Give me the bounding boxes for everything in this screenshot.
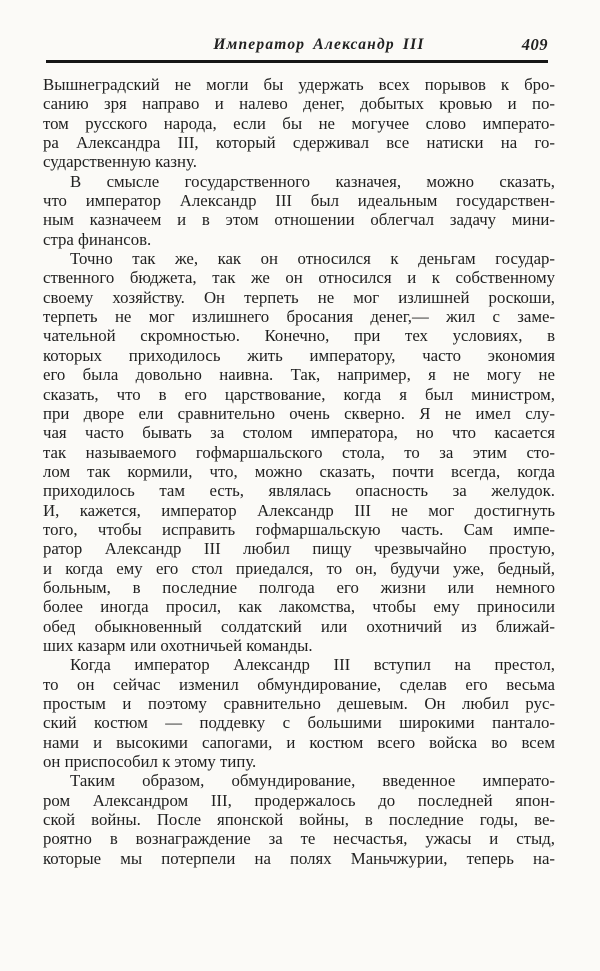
text-line: В смысле государственного казначея, можно сказать, [70,171,555,191]
paragraph [43,771,555,868]
text-line: ский костюм — поддевку с большими широкими пантало- [43,713,555,733]
text-line: нами и высокими сапогами, и костюм всего войска во всем [43,732,555,752]
text-line: Точно так же, как он относился к деньгам государ- [70,249,555,269]
page-body [43,75,555,868]
text-line: которые мы потерпели на полях Маньчжурии, теперь на- [43,848,555,868]
text-line: то он сейчас изменил обмундирование, сделав его весьма [43,674,555,694]
text-line: при дворе ели сравнительно очень скверно. Я не имел слу- [43,403,555,423]
page-header [46,36,548,58]
text-line: более иногда просил, как лакомства, чтобы ему приносили [43,597,555,617]
text-line: простым и поэтому сравнительно дешевым. Он любил рус- [43,694,555,713]
text-line: том русского народа, если бы не могучее слово императо- [43,113,555,133]
text-line: больным, в последние полгода его жизни или немного [43,577,555,597]
text-line: того, чтобы исправить гофмаршальскую часть. Сам импе- [43,519,555,539]
paragraph [43,172,555,249]
text-line: его была довольно наивна. Так, например, я не могу не [43,365,555,385]
text-line: приходилось там есть, являлась опасность за желудок. [43,481,555,501]
paragraph [43,249,555,655]
text-line: чая часто бывать за столом императора, но что касается [43,423,555,443]
text-line: роятно в вознаграждение за те несчастья, ужасы и стыд, [43,829,555,849]
text-line: Вышнеградский не могли бы удержать всех порывов к бро- [43,75,555,94]
text-line: ра Александра III, который сдерживал все натиски на го- [43,133,555,153]
text-line: И, кажется, император Александр III не мог достигнуть [43,500,555,520]
text-line: так называемого гофмаршальского стола, то за этим сто- [43,442,555,462]
page-number: 409 [521,35,548,54]
text-line: что император Александр III был идеальным государствен- [43,191,555,211]
text-line: обед обыкновенный солдатский или охотничий из ближай- [43,616,555,636]
text-line: своему хозяйству. Он терпеть не мог излишней роскоши, [43,287,555,307]
text-line: ратор Александр III любил пищу чрезвычайно простую, [43,539,555,559]
text-line: сказать, что в его царствование, когда я был министром, [43,384,555,404]
text-line: лом так кормили, что, можно сказать, почти всегда, когда [43,461,555,481]
text-line: чательной скромностью. Конечно, при тех условиях, в [43,326,555,346]
text-line: сударственную казну. [43,152,197,172]
text-line: он приспособил к этому типу. [43,752,257,772]
text-line: терпеть не мог излишнего бросания денег,— жил с заме- [43,307,555,327]
text-line: Когда император Александр III вступил на престол, [70,655,555,675]
text-line: Таким образом, обмундирование, введенное императо- [70,771,555,791]
text-line: ным казначеем и в этом отношении облегчал задачу мини- [43,210,555,230]
text-line: и когда ему его стол приедался, то он, будучи уже, бедный, [43,558,555,578]
running-title: Император Александр III [213,36,425,53]
paragraph [43,75,555,172]
paragraph [43,655,555,771]
text-line: ственного бюджета, так же он относился и к собственному [43,268,555,288]
text-line: которых приходилось жить императору, часто экономия [43,345,555,365]
text-line: ром Александром III, продержалось до последней япон- [43,790,555,810]
text-line: санию зря направо и налево денег, добытых кровью и по- [43,94,555,114]
text-line: стра финансов. [43,229,152,249]
text-line: ской войны. После японской войны, в последние годы, ве- [43,810,555,830]
header-rule [46,60,548,63]
text-line: ших казарм или охотничьей команды. [43,635,313,655]
